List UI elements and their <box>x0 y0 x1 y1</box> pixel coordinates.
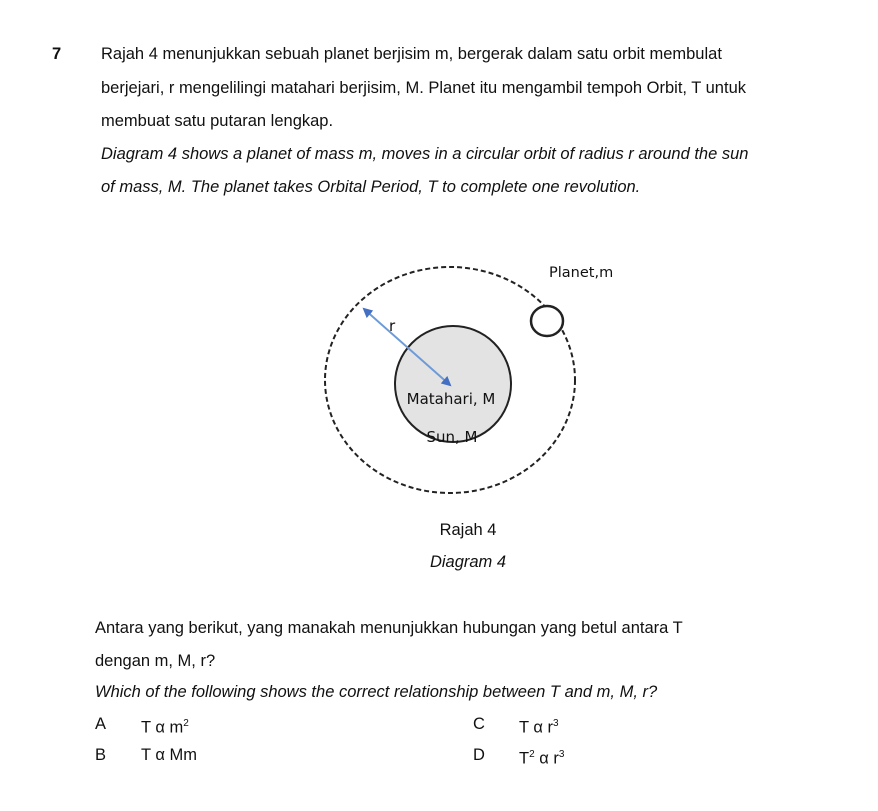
prompt-malay-line-2: dengan m, M, r? <box>95 652 216 670</box>
question-english-line-1: Diagram 4 shows a planet of mass m, moves in a circular orbit of radius r around the sun <box>101 145 749 163</box>
planet-label: Planet,m <box>549 265 614 281</box>
option-a-letter[interactable]: A <box>95 715 107 733</box>
option-b-base: T α Mm <box>141 746 197 764</box>
question-malay-line-2: berjejari, r mengelilingi matahari berjisim, M. Planet itu mengambil tempoh Orbit, T untuk <box>101 79 746 97</box>
sun-label-malay: Matahari, M <box>406 390 496 408</box>
option-d-exponent-2: 3 <box>558 749 565 760</box>
option-c-text[interactable] <box>519 714 559 738</box>
sun-circle <box>395 326 511 442</box>
option-a-base: T α m <box>141 718 184 737</box>
option-d-text[interactable] <box>519 745 564 769</box>
option-c-letter[interactable]: C <box>473 715 485 733</box>
option-d-base: T <box>519 749 530 768</box>
caption-malay: Rajah 4 <box>439 521 497 539</box>
radius-label: r <box>389 317 396 335</box>
option-d-exponent-1: 2 <box>529 749 535 760</box>
planet-circle <box>531 306 563 336</box>
option-a-exponent: 2 <box>183 718 189 729</box>
option-c-exponent: 3 <box>552 718 559 729</box>
question-malay-line-3: membuat satu putaran lengkap. <box>101 112 334 130</box>
sun-label-english: Sun, M <box>426 428 478 446</box>
prompt-malay-line-1: Antara yang berikut, yang manakah menunjukkan hubungan yang betul antara T <box>95 619 683 637</box>
option-d-letter[interactable]: D <box>473 746 485 764</box>
option-b-letter[interactable]: B <box>95 746 107 764</box>
question-english-line-2: of mass, M. The planet takes Orbital Period, T to complete one revolution. <box>101 178 641 196</box>
option-c-base: T α r <box>519 718 553 737</box>
option-d-tail: α r <box>534 749 559 768</box>
question-malay-line-1: Rajah 4 menunjukkan sebuah planet berjisim m, bergerak dalam satu orbit membulat <box>101 45 722 63</box>
prompt-english: Which of the following shows the correct relationship between T and m, M, r? <box>95 683 658 701</box>
option-a-text[interactable] <box>141 714 189 738</box>
caption-english: Diagram 4 <box>429 553 507 571</box>
option-b-text[interactable] <box>141 745 197 765</box>
question-number: 7 <box>52 45 62 63</box>
